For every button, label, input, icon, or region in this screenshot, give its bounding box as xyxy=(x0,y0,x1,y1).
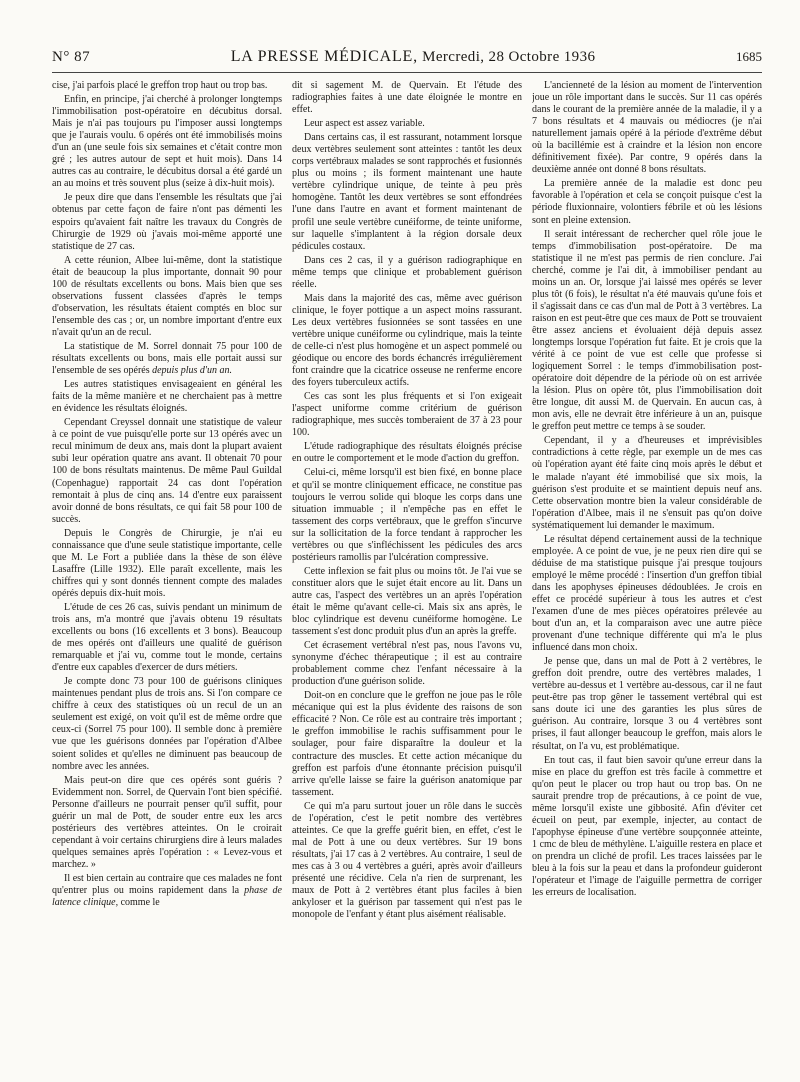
paragraph: Dans ces 2 cas, il y a guérison radiographique en même temps que clinique et probablement guérison réelle. xyxy=(292,254,522,290)
paragraph: L'étude radiographique des résultats éloignés précise en outre le comportement et le mode d'action du greffon. xyxy=(292,441,522,465)
paragraph: Ces cas sont les plus fréquents et si l'on exigeait l'aspect uniforme comme critérium de guérison radiographique, mes succès tomberaient de 37 à 23 pour 100. xyxy=(292,391,522,439)
paragraph-text: Il est bien certain au contraire que ces malades ne font qu'entrer plus ou moins rapidement dans la xyxy=(52,873,282,897)
paragraph: La première année de la maladie est donc peu favorable à l'opération et cela se conçoit puisque c'est la période fluxionnaire, volontiers fébrile et où les lésions sont en pleine extension. xyxy=(532,178,762,226)
paragraph-text: comme le xyxy=(118,897,160,909)
paragraph: Cet écrasement vertébral n'est pas, nous l'avons vu, synonyme d'échec thérapeutique ; il est au contraire probablement comme chez l'enfant nécessaire à la production d'une guérison solide. xyxy=(292,640,522,688)
paragraph: dit si sagement M. de Quervain. Et l'étude des radiographies faites à une date éloignée le montre en effet. xyxy=(292,80,522,116)
paragraph-text: La statistique de M. Sorrel donnait 75 pour 100 de résultats excellents ou bons, mais elle portait aussi sur l'ensemble de ses opérés xyxy=(52,340,282,377)
page-number: 1685 xyxy=(736,49,762,64)
column-1 xyxy=(52,80,282,1070)
paragraph: A cette réunion, Albee lui-même, dont la statistique était de beaucoup la plus importante, donnait 90 pour 100 de résultats excellents ou bons. Mais bien que ses observations fussent classées d'après le temps d'observation, les résultats étaient comptés en bloc sur l'ensemble des cas ; or, un nombre important d'entre eux n'avait qu'un an de recul. xyxy=(52,254,282,338)
article-body xyxy=(52,80,764,1070)
paragraph: Cette inflexion se fait plus ou moins tôt. Je l'ai vue se constituer alors que le sujet était encore au lit. Dans un autre cas, l'aspect des vertèbres un an après l'opération était le même qu'avant celle-ci. Mais six ans après, le bloc cylindrique est devenu cunéiforme homogène. Le tassement s'est donc produit plus d'un an après la greffe. xyxy=(292,565,522,638)
paragraph: Dans certains cas, il est rassurant, notamment lorsque deux vertèbres seulement sont atteintes : tantôt les deux corps vertébraux malades se sont rapprochés et fusionnés plus ou moins ; ils forment maintenant une haute vertèbre cylindrique unique, de teinte à peu près homogène. Tantôt les deux vertèbres se sont effondrées l'une dans l'autre en avant et forment maintenant de profil une seule vertèbre cunéiforme, de teinte uniforme, sur laquelle s'implantent à la région dorsale deux pédicules costaux. xyxy=(292,132,522,252)
column-3 xyxy=(532,80,762,1070)
paragraph: Enfin, en principe, j'ai cherché à prolonger longtemps l'immobilisation post-opératoire en décubitus dorsal. Mais je n'ai pas toujours pu l'imposer aussi longtemps que je l'aurais voulu. 6 opérés ont été immobilisés moins d'un an (une seule fois six semaines et c'était contre mon gré ; les autres autour de sept et huit mois). Dans 14 autres cas au contraire, le décubitus dorsal a été gardé un an au moins et très souvent plus (seize à dix-huit mois). xyxy=(52,94,282,190)
paragraph: cise, j'ai parfois placé le greffon trop haut ou trop bas. xyxy=(52,80,268,91)
italic-phrase: phase de latence clinique, xyxy=(52,885,282,909)
paragraph: Celui-ci, même lorsqu'il est bien fixé, en bonne place et qu'il se montre cliniquement efficace, ne constitue pas toujours le verrou solide qui bloque les corps dans une situation immuable ; il n'empêche pas en effet le tassement des corps vertébraux, que le greffon s'incurve sur la sollicitation de la force tendant à rapprocher les vertèbres ou que s'infléchissent les pédicules des arcs postérieurs ramollis par l'ulcération compressive. xyxy=(292,467,522,563)
column-2 xyxy=(292,80,522,1070)
paragraph: Leur aspect est assez variable. xyxy=(304,118,425,130)
paragraph: Le résultat dépend certainement aussi de la technique employée. A ce point de vue, je ne peux rien dire qui se déduise de ma statistique puisque j'ai presque toujours employé le même procédé : l'insertion d'un greffon tibial dans les apophyses épineuses dédoublées. Je crois en effet ce procédé supérieur à tous les autres et c'est l'examen d'une de mes pièces opératoires prélevée au bout d'un an, et la comparaison avec une autre pièce provenant d'une technique différente qui m'a le plus influencé dans mon choix. xyxy=(532,533,762,654)
italic-phrase: depuis plus d'un an. xyxy=(152,365,233,377)
paragraph: Cependant Creyssel donnait une statistique de valeur à ce point de vue puisqu'elle porte sur 13 opérés avec un recul minimum de deux ans, mais dont la plupart avaient subi leur opération quatre ans avant. Il obtenait 70 pour 100 de bons résultats maintenus. De même Paul Guildal (Copenhague) rapportait 24 cas dont l'opération remontait à plus de cinq ans. 14 d'entre eux paraissent avoir donné de bons résultats, ce qui fait 58 pour 100 de succès. xyxy=(52,417,282,525)
paragraph: L'étude de ces 26 cas, suivis pendant un minimum de trois ans, m'a montré que j'avais obtenu 19 résultats excellents ou bons (16 excellents et 3 bons). Beaucoup de mes opérés ont d'ailleurs une qualité de guérison remarquable et j'ai vu, comme tout le monde, certains d'entre eux capables d'exercer de durs métiers. xyxy=(52,601,282,674)
paragraph: L'ancienneté de la lésion au moment de l'intervention joue un rôle important dans le succès. Sur 11 cas opérés dans le courant de la première année de la maladie, il y a 7 bons résultats et 4 mauvais ou médiocres (je n'ai naturellement jamais opéré à la période d'extrême début où la bacillémie est à craindre et la lésion non encore définitivement fixée). Par contre, 9 opérés dans la deuxième année ont donné 8 bons résultats. xyxy=(532,80,762,176)
paragraph: Mais peut-on dire que ces opérés sont guéris ? Evidemment non. Sorrel, de Quervain l'ont bien spécifié. Personne d'ailleurs ne pourrait penser qu'il suffit, pour guérir un mal de Pott, de souder entre eux les arcs postérieurs des vertèbres atteintes. On le croirait cependant à voir certains chirurgiens dire à leurs malades quelques semaines après l'opération : « Levez-vous et marchez. » xyxy=(52,774,282,870)
paragraph xyxy=(52,341,282,377)
header-title xyxy=(231,48,596,66)
paragraph: Depuis le Congrès de Chirurgie, je n'ai eu connaissance que d'une seule statistique importante, celle que M. Le Fort a publiée dans la thèse de son élève Lasaffre (Lille 1932). Elle paraît excellente, mais les chiffres qui y sont donnés tiennent compte des malades opérés depuis dix-huit mois. xyxy=(52,527,282,599)
paragraph: En tout cas, il faut bien savoir qu'une erreur dans la mise en place du greffon est très facile à commettre et qu'on peut le placer ou trop haut ou trop bas. On ne saurait prendre trop de précautions, à ce point de vue, même lorsqu'il existe une gibbosité. Afin d'éviter cet écueil on peut, par exemple, injecter, au contact de l'apophyse épineuse d'une vertèbre soupçonnée atteinte, 1 cmc de bleu de méthylène. L'aiguille restera en place et on prendra un cliché de profil. Les traces laissées par le bleu à la fois sur la peau et dans la profondeur guideront l'opérateur et l'image de l'aiguille permettra de corriger les erreurs de localisation. xyxy=(532,754,762,899)
paragraph: Je peux dire que dans l'ensemble les résultats que j'ai obtenus par cette façon de faire n'ont pas démenti les espoirs qu'avaient fait naître les travaux du Congrès de Chirurgie de 1929 où j'avais moi-même apporté une statistique de 27 cas. xyxy=(52,192,282,252)
paragraph: Doit-on en conclure que le greffon ne joue pas le rôle mécanique qui est la plus évidente des raisons de son efficacité ? Non. Ce rôle est au contraire très important ; le greffon immobilise le rachis suffisamment pour le soulager, pour faire disparaître la douleur et la contracture des muscles. Et cette action mécanique du greffon est parfois d'une étonnante précision puisqu'il arrive qu'elle laisse se faire la guérison anatomique par tassement. xyxy=(292,690,522,798)
paragraph: Mais dans la majorité des cas, même avec guérison clinique, le foyer pottique a un aspect moins rassurant. Les deux vertèbres fusionnées se sont tassées en une vertèbre unique cunéiforme ou cylindrique, mais la teinte de celle-ci n'est plus homogène et un aspect pommelé ou géodique ou encore des bords échancrés irrégulièrement font craindre que la cicatrice osseuse ne renferme encore des foyers tuberculeux actifs. xyxy=(292,292,522,389)
paragraph: Ce qui m'a paru surtout jouer un rôle dans le succès de l'opération, c'est le petit nombre des vertèbres atteintes. Ce que la greffe guérit bien, en effet, c'est le mal de Pott à une ou deux vertèbres. Sur 19 bons résultats, j'ai 17 cas à 2 vertèbres. Au contraire, 1 seul de mes cas à 3 ou 4 vertèbres a guéri, après avoir d'ailleurs présenté une récidive. Cela n'a rien de surprenant, les maux de Pott à 2 vertèbres étant plus faciles à bien ankyloser et la guérison par tassement qui n'est pas le monopole de l'enfant y étant plus aisément réalisable. xyxy=(292,800,522,921)
header-rule xyxy=(52,72,762,73)
paragraph: Cependant, il y a d'heureuses et imprévisibles contradictions à cette règle, par exemple un de mes cas où l'opération ayant été faite cinq mois après le début et le malade n'ayant été immobilisé que six mois, la guérison s'est produite et se maintient depuis neuf ans. Cette observation montre bien la valeur considérable de l'opération d'Albee, mais il ne s'ensuit pas qu'on doive systématiquement lui demander le maximum. xyxy=(532,435,762,531)
paragraph: Les autres statistiques envisageaient en général les faits de la même manière et ne cherchaient pas à mettre en évidence les résultats éloignés. xyxy=(52,379,282,415)
paragraph: Je compte donc 73 pour 100 de guérisons cliniques maintenues pendant plus de trois ans. Si l'on compare ce chiffre à ceux des statistiques où un recul de un an seulement est exigé, on voit qu'il est de même ordre que ceux-ci (Sorrel 75 pour 100). Il semble donc à première vue que les guérisons données par l'opération d'Albee soient solides et qu'elles ne diminuent pas beaucoup de nombre avec les années. xyxy=(52,676,282,772)
paragraph: Il serait intéressant de rechercher quel rôle joue le temps d'immobilisation post-opératoire. De ma statistique il ne m'est pas permis de rien conclure. J'ai cherché, comme je l'ai dit, à immobiliser pendant au moins un an. Or, lorsque j'ai laissé mes opérés se lever plus tôt (6 fois), le résultat n'a été mauvais qu'une fois et il s'agissait dans ce cas d'un mal de Pott à 3 vertèbres. La raison en est peut-être que ces maux de Pott se trouvaient être assez anciens et évoluaient déjà depuis assez longtemps lorsque l'opération fut faite. Et je crois que la vérité à ce point de vue est celle que professe si logiquement Sorrel : le temps d'immobilisation post-opératoire doit dépendre de la période où on est arrivée la lésion. Plus on opère tôt, plus l'immobilisation doit être longue, dit aussi M. de Quervain. En aucun cas, à mon avis, elle ne devrait être inférieure à un an, puisque le greffon peut mettre ce temps à se souder. xyxy=(532,228,762,433)
paragraph: Je pense que, dans un mal de Pott à 2 vertèbres, le greffon doit prendre, outre des vertèbres malades, 1 vertèbre au-dessus et 1 vertèbre au-dessous, car il ne faut peut-être pas trop gêner le tassement vertébral qui est sans doute ici une des garanties les plus sûres de guérison. Au contraire, lorsque 3 ou 4 vertèbres sont prises, il faut allonger beaucoup le greffon, mais alors le résultat, on l'a vu, est problématique. xyxy=(532,656,762,752)
issue-date: Mercredi, 28 Octobre 1936 xyxy=(422,49,596,65)
issue-number: N° 87 xyxy=(52,49,91,65)
paragraph xyxy=(52,873,282,909)
publication-name: LA PRESSE MÉDICALE, xyxy=(230,48,418,65)
page-header xyxy=(52,48,762,68)
